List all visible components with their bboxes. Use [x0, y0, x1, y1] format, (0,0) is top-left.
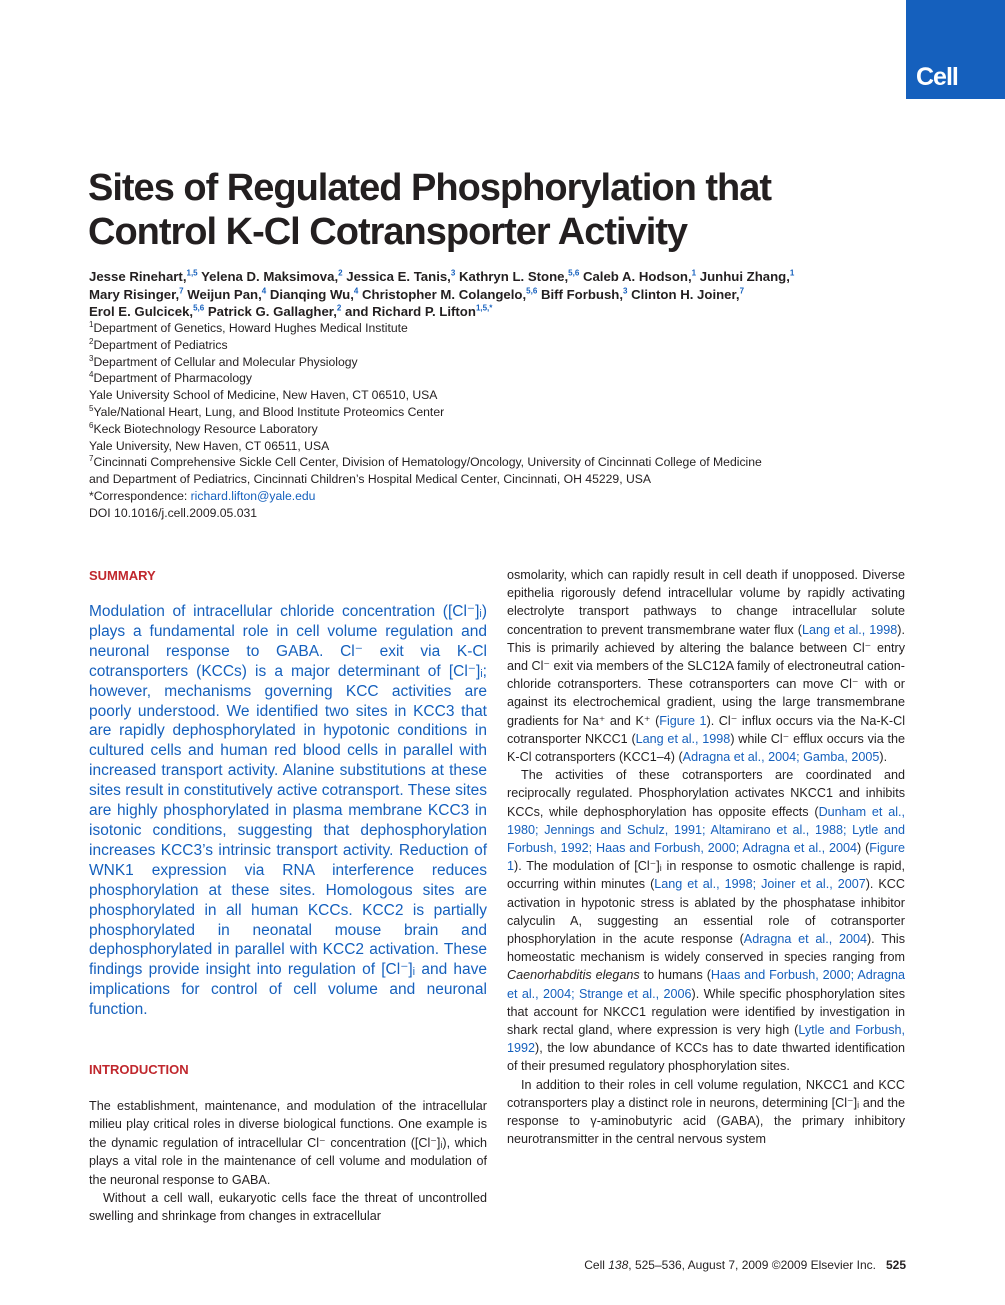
author-affiliation-marker: 3: [450, 268, 456, 278]
body-text: ). This homeostatic mechanism is widely conserved in species ranging from: [507, 932, 905, 965]
author-name: Weijun Pan,: [187, 286, 262, 302]
author-name: Yelena D. Maksimova,: [201, 269, 339, 284]
affiliation-marker: 6: [89, 420, 94, 430]
author-name: Biff Forbush,: [540, 286, 623, 302]
introduction-left-column: [89, 1097, 487, 1226]
affiliation-text: and Department of Pediatrics, Cincinnati Children’s Hospital Medical Center, Cincinnati, OH 45229, USA: [89, 472, 652, 487]
right-paragraph-2: [507, 766, 905, 1075]
author-name: Erol E. Gulcicek,: [89, 304, 194, 319]
author-affiliation-marker: 2: [336, 303, 342, 313]
affiliation-line: [89, 387, 919, 404]
affiliation-line: [89, 354, 919, 371]
intro-paragraph-1: The establishment, maintenance, and modulation of the intracellular milieu play critical roles in diverse biological functions. One example is the dynamic regulation of intracellular Cl⁻ concentration ([Cl⁻]ᵢ), which plays a vital role in the maintenance of cell volume and modulation of the neuronal response to GABA.: [89, 1099, 487, 1187]
affiliation-text: Department of Pediatrics: [93, 337, 228, 352]
citation-link[interactable]: Adragna et al., 2004: [743, 932, 867, 947]
citation-link[interactable]: Lytle and Forbush, 1992: [507, 1023, 906, 1056]
right-paragraph-1: [507, 566, 905, 766]
affiliation-line: [89, 337, 919, 354]
body-text: The activities of these cotransporters are coordinated and reciprocally regulated. Phosphorylation activates NKCC1 and inhibits KCCs, while dephosphorylation has opposite effects (: [507, 768, 905, 819]
citation-link[interactable]: Figure 1: [659, 713, 707, 728]
citation-link[interactable]: Dunham et al., 1980; Jennings and Schulz, 1991; Altamirano et al., 1988; Lytle and Forbush, 1992; Haas and Forbush, 2000; Adragna et al., 2004: [507, 804, 905, 856]
citation-link[interactable]: Adragna et al., 2004; Gamba, 2005: [682, 750, 880, 765]
summary-text: Modulation of intracellular chloride concentration ([Cl⁻]ᵢ) plays a fundamental role in cell volume regulation and neuronal response to GABA. Cl⁻ exit via K-Cl cotransporters (KCCs) is a major determinant of [Cl⁻]ᵢ; however, mechanisms governing KCC activities are poorly understood. We identified two sites in KCC3 that are rapidly dephosphorylated in hypotonic conditions in cultured cells and human red blood cells in parallel with increased transport activity. Alanine substitutions at these sites result in constitutively active cotransport. These sites are highly phosphorylated in plasma membrane KCC3 in isotonic conditions, suggesting that dephosphorylation increases KCC3’s intrinsic transport activity. Reduction of WNK1 expression via RNA interference reduces phosphorylation at these sites. Homologous sites are phosphorylated in all human KCCs. KCC2 is partially phosphorylated in neonatal mouse brain and dephosphorylated in parallel with KCC2 activation. These findings provide insight into regulation of [Cl⁻]ᵢ and have implications for control of cell volume and neuronal function.: [89, 603, 487, 1019]
author-line: [89, 303, 919, 321]
affiliation-text: Yale University, New Haven, CT 06511, USA: [89, 438, 330, 453]
body-text: ) (: [857, 841, 870, 856]
right-paragraph-3: [507, 1076, 905, 1149]
author-affiliation-marker: 1: [691, 268, 697, 278]
footer-volume: 138: [608, 1258, 629, 1272]
page-footer: [550, 1258, 906, 1272]
author-name: Clinton H. Joiner,: [631, 286, 740, 302]
author-name: Mary Risinger,: [89, 286, 180, 302]
author-line: [89, 268, 919, 286]
footer-citation: , 525–536, August 7, 2009 ©2009 Elsevier Inc.: [628, 1258, 876, 1272]
author-affiliation-marker: 2: [338, 268, 343, 278]
affiliation-marker: 2: [89, 336, 94, 346]
citation-link[interactable]: Haas and Forbush, 2000; Adragna et al., 2004; Strange et al., 2006: [507, 968, 905, 1001]
author-name: Junhui Zhang,: [699, 269, 790, 284]
author-name: Kathryn L. Stone,: [458, 269, 569, 284]
footer-journal: Cell: [584, 1258, 609, 1272]
intro-paragraph-2: Without a cell wall, eukaryotic cells face the threat of uncontrolled swelling and shrinkage from changes in extracellular: [89, 1191, 487, 1224]
author-affiliation-marker: 5,6: [568, 268, 580, 278]
citation-link[interactable]: Figure 1: [507, 841, 905, 874]
page-number: 525: [885, 1258, 906, 1272]
body-text: ). KCC activation in hypotonic stress is ablated by the phosphatase inhibitor calyculin A, suggesting an essential role of cotransporter phosphorylation in the acute response (: [507, 877, 905, 947]
introduction-heading: INTRODUCTION: [89, 1062, 189, 1077]
citation-link[interactable]: Lang et al., 1998; Joiner et al., 2007: [654, 877, 866, 892]
affiliation-text: Yale University School of Medicine, New Haven, CT 06510, USA: [89, 388, 438, 403]
author-affiliation-marker: 4: [261, 286, 267, 296]
author-name: Patrick G. Gallagher,: [207, 304, 337, 319]
author-affiliation-marker: 1: [789, 268, 795, 278]
body-text: ).: [879, 750, 888, 765]
correspondence-line: [89, 488, 919, 505]
affiliation-line: [89, 370, 919, 387]
body-text: ). Cl⁻ influx occurs via the Na-K-Cl cotransporter NKCC1 (: [507, 713, 906, 746]
author-name: and Richard P. Lifton: [345, 304, 476, 319]
affiliation-marker: 4: [89, 370, 94, 380]
affiliation-marker: 3: [89, 353, 94, 363]
affiliation-text: Keck Biotechnology Resource Laboratory: [93, 421, 318, 436]
body-text: ). This is primarily achieved by altering the balance between Cl⁻ entry and Cl⁻ exit via members of the SLC12A family of electroneutral cation-chloride cotransporters. These cotransporters can move Cl⁻ with or against its electrochemical gradient, using the large transmembrane gradients for Na⁺ and K⁺ (: [507, 622, 905, 728]
author-name: Christopher M. Colangelo,: [362, 286, 527, 302]
author-name: Jesse Rinehart,: [89, 269, 187, 284]
affiliation-text: Yale/National Heart, Lung, and Blood Institute Proteomics Center: [93, 404, 445, 419]
body-text: to humans (: [639, 968, 711, 983]
journal-logo-text: Cell: [916, 63, 958, 91]
author-affiliation-marker: 3: [623, 286, 628, 296]
citation-link[interactable]: Lang et al., 1998: [801, 622, 898, 637]
article-title: Sites of Regulated Phosphorylation that Control K-Cl Cotransporter Activity: [88, 167, 772, 253]
author-affiliation-marker: 4: [353, 286, 359, 296]
body-text: ). While specific phosphorylation sites that account for NKCC1 regulation were identified by investigation in shark rectal gland, where expression is very high (: [507, 986, 905, 1038]
correspondence-email-link[interactable]: richard.lifton@yale.edu: [190, 488, 316, 503]
body-text: ). The modulation of [Cl⁻]ᵢ in response to osmotic challenge is rapid, occurring within minutes (: [507, 859, 905, 892]
author-affiliation-marker: 1,5,*: [475, 303, 493, 313]
affiliation-text: Department of Cellular and Molecular Physiology: [93, 354, 358, 369]
body-text: osmolarity, which can rapidly result in cell death if unopposed. Diverse epithelia rigorously defend intracellular volume by rapidly activating electrolyte transport pathways to change intracellular solute concentration to prevent transmembrane water flux (: [507, 568, 905, 637]
citation-link[interactable]: Lang et al., 1998: [635, 731, 731, 746]
author-line: [89, 286, 919, 304]
affiliation-marker: 5: [89, 403, 94, 413]
affiliation-line: [89, 438, 919, 455]
summary-heading: SUMMARY: [89, 568, 156, 583]
affiliation-line: [89, 404, 919, 421]
author-affiliation-marker: 5,6: [526, 286, 538, 296]
affiliation-line: [89, 320, 919, 337]
affiliation-marker: 1: [89, 319, 94, 329]
body-text: ), the low abundance of KCCs has to date thwarted identification of their presumed regulatory phosphorylation sites.: [507, 1041, 905, 1074]
summary-abstract: [89, 602, 487, 1020]
author-affiliation-marker: 1,5: [186, 268, 198, 278]
journal-logo: [906, 0, 1005, 99]
affiliation-text: Department of Pharmacology: [93, 371, 252, 386]
author-name: Dianqing Wu,: [269, 286, 354, 302]
species-name: Caenorhabditis elegans: [507, 968, 640, 983]
author-affiliation-marker: 5,6: [193, 303, 205, 313]
author-affiliation-marker: 7: [739, 286, 745, 296]
affiliation-line: [89, 421, 919, 438]
affiliation-text: Department of Genetics, Howard Hughes Medical Institute: [93, 321, 408, 335]
affiliation-text: Cincinnati Comprehensive Sickle Cell Center, Division of Hematology/Oncology, University of Cincinnati College of Medicine: [93, 455, 762, 470]
affiliation-line: [89, 454, 919, 471]
affiliation-list: [89, 320, 919, 522]
affiliation-marker: 7: [89, 454, 94, 464]
author-affiliation-marker: 7: [179, 286, 184, 296]
introduction-right-column: [507, 566, 905, 1149]
doi: DOI 10.1016/j.cell.2009.05.031: [89, 505, 258, 520]
body-text: ) while Cl⁻ efflux occurs via the K-Cl cotransporters (KCC1–4) (: [507, 731, 905, 765]
correspondence-label: *Correspondence:: [89, 488, 191, 503]
author-list: [89, 268, 919, 321]
body-text: In addition to their roles in cell volume regulation, NKCC1 and KCC cotransporters play a distinct role in neurons, determining [Cl⁻]ᵢ and the response to γ-aminobutyric acid (GABA), the primary inhibitory neurotransmitter in the central nervous system: [507, 1077, 905, 1147]
author-name: Caleb A. Hodson,: [582, 269, 692, 284]
author-name: Jessica E. Tanis,: [346, 269, 451, 284]
affiliation-line: [89, 471, 919, 488]
